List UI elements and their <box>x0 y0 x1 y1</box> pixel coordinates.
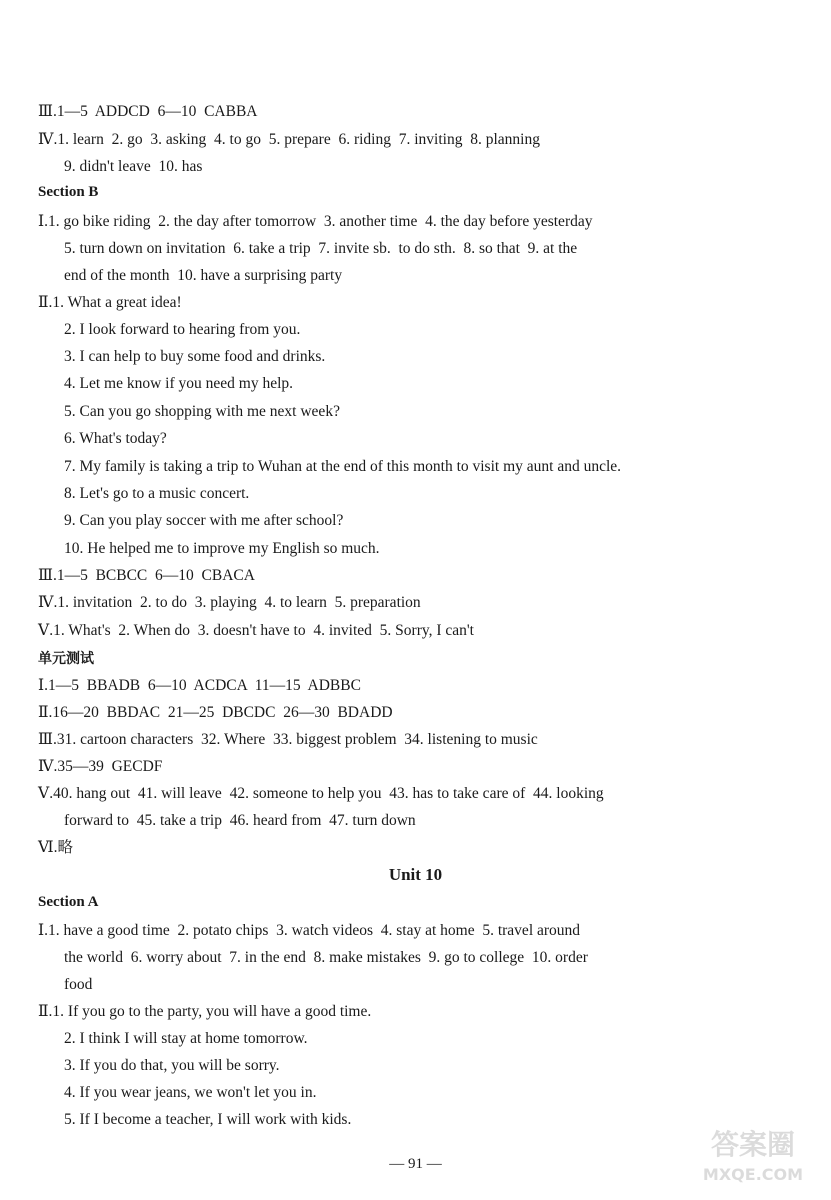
answer-line: Ⅴ.1. What's 2. When do 3. doesn't have to 4. invited 5. Sorry, I can't <box>38 622 474 639</box>
answer-line: Ⅵ.略 <box>38 839 73 856</box>
answer-line: Ⅰ.1. have a good time 2. potato chips 3. watch videos 4. stay at home 5. travel around <box>38 922 581 939</box>
answer-line: 6. What's today? <box>64 430 167 447</box>
answer-line: 10. He helped me to improve my English so much. <box>64 540 380 557</box>
answer-line: 5. turn down on invitation 6. take a trip 7. invite sb. to do sth. 8. so that 9. at the <box>64 240 578 257</box>
answer-line: 3. If you do that, you will be sorry. <box>64 1057 280 1074</box>
answer-line: end of the month 10. have a surprising party <box>64 267 343 284</box>
answer-line: 2. I look forward to hearing from you. <box>64 321 301 338</box>
page-number: — 91 — <box>389 1156 442 1172</box>
answer-line: 9. didn't leave 10. has <box>64 158 203 175</box>
answer-line: 2. I think I will stay at home tomorrow. <box>64 1030 308 1047</box>
answer-line: 8. Let's go to a music concert. <box>64 485 250 502</box>
section-heading: Section B <box>38 184 99 200</box>
answer-line: Ⅳ.1. learn 2. go 3. asking 4. to go 5. prepare 6. riding 7. inviting 8. planning <box>38 131 540 148</box>
watermark-text-cn: 答案圈 <box>710 1128 796 1161</box>
answer-line: Ⅲ.1—5 BCBCC 6—10 CBACA <box>38 567 255 584</box>
answer-line: 5. If I become a teacher, I will work with kids. <box>64 1111 352 1128</box>
answer-line: forward to 45. take a trip 46. heard from 47. turn down <box>64 812 416 829</box>
answer-line: Ⅰ.1. go bike riding 2. the day after tomorrow 3. another time 4. the day before yesterday <box>38 213 593 230</box>
unit-title: Unit 10 <box>388 865 443 884</box>
answer-line: Ⅱ.16—20 BBDAC 21—25 DBCDC 26—30 BDADD <box>38 704 393 721</box>
answer-line: food <box>64 976 93 993</box>
answer-line: Ⅳ.1. invitation 2. to do 3. playing 4. to learn 5. preparation <box>38 594 421 611</box>
answer-line: Ⅲ.1—5 ADDCD 6—10 CABBA <box>38 103 258 120</box>
answer-line: 9. Can you play soccer with me after school? <box>64 512 344 529</box>
section-heading: Section A <box>38 894 99 910</box>
answer-line: Ⅱ.1. If you go to the party, you will have a good time. <box>38 1003 372 1020</box>
answer-line: 7. My family is taking a trip to Wuhan at the end of this month to visit my aunt and uncle. <box>64 458 622 475</box>
watermark-text-url: MXQE.COM <box>702 1165 804 1184</box>
answer-line: Ⅱ.1. What a great idea! <box>38 294 182 311</box>
site-watermark <box>689 1120 817 1190</box>
watermark-logo <box>689 1120 817 1190</box>
answer-line: Ⅴ.40. hang out 41. will leave 42. someone to help you 43. has to take care of 44. looking <box>38 785 604 802</box>
answer-line: 5. Can you go shopping with me next week? <box>64 403 340 420</box>
answer-line: Ⅳ.35—39 GECDF <box>38 758 163 775</box>
answer-line: Ⅲ.31. cartoon characters 32. Where 33. biggest problem 34. listening to music <box>38 731 538 748</box>
answer-line: the world 6. worry about 7. in the end 8. make mistakes 9. go to college 10. order <box>64 949 588 966</box>
answer-line: Ⅰ.1—5 BBADB 6—10 ACDCA 11—15 ADBBC <box>38 677 361 694</box>
answer-line: 3. I can help to buy some food and drinks. <box>64 348 326 365</box>
answer-line: 4. Let me know if you need my help. <box>64 375 294 392</box>
unit-test-heading: 单元测试 <box>38 651 94 667</box>
answer-line: 4. If you wear jeans, we won't let you in. <box>64 1084 317 1101</box>
